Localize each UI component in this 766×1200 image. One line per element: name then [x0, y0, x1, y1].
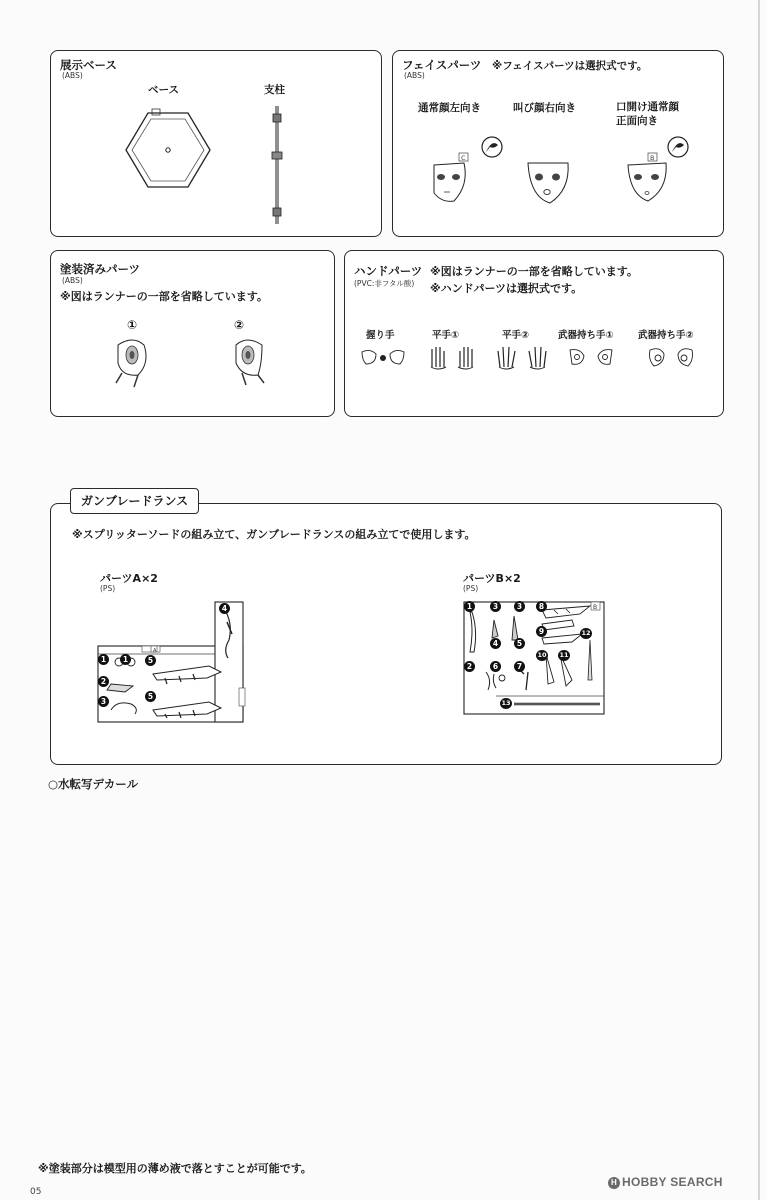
- face-shout-label: 叫び顔右向き: [513, 102, 576, 114]
- decal-label: ○水転写デカール: [48, 777, 139, 791]
- hand-flat-2-label: 平手②: [502, 330, 530, 341]
- part-b-number-badge: 10: [537, 651, 547, 659]
- pillar-illustration: [265, 100, 289, 230]
- painted-parts-note: ※図はランナーの一部を省略しています。: [60, 290, 268, 303]
- part-b-number-badge: 12: [581, 629, 591, 637]
- hand-flat-1-label: 平手①: [432, 330, 460, 341]
- face-left-label: 通常顔左向き: [418, 102, 481, 114]
- painted-part-1-illustration: [108, 335, 158, 390]
- footer-note: ※塗装部分は模型用の薄め液で落とすことが可能です。: [38, 1162, 312, 1175]
- part-a-number-badge: 5: [145, 691, 156, 702]
- part-b-number-badge: 7: [514, 661, 525, 672]
- part-a-material: (PS): [100, 584, 116, 593]
- display-base-material: (ABS): [62, 71, 83, 80]
- face-open-label-line2: 正面向き: [616, 115, 658, 127]
- part-b-label: パーツB×2: [463, 572, 521, 585]
- part-a-number-badge: 4: [219, 603, 230, 614]
- hand-parts-material: (PVC:非フタル酸): [354, 279, 415, 288]
- runner-a-illustration: [95, 600, 255, 725]
- gun-blade-lance-note: ※スプリッターソードの組み立て、ガンブレードランスの組み立てで使用します。: [72, 528, 476, 541]
- part-a-label: パーツA×2: [100, 572, 158, 585]
- watermark-text: HOBBY SEARCH: [622, 1175, 723, 1189]
- face-open-label: [616, 100, 679, 128]
- face-open-label-line1: 口開け通常顔: [616, 101, 679, 113]
- part-a-number-badge: 1: [98, 654, 109, 665]
- runner-a-letter: A: [153, 648, 157, 654]
- painted-part-1-number: ①: [127, 318, 138, 332]
- painted-parts-title: 塗装済みパーツ: [60, 262, 141, 276]
- hand-parts-title: ハンドパーツ: [354, 264, 423, 278]
- part-a-number-badge: 5: [145, 655, 156, 666]
- hand-grip-label: 握り手: [366, 330, 395, 341]
- page-edge: [758, 0, 760, 1200]
- hand-weapon-2-illustration: [646, 346, 696, 370]
- face-left-illustration: [424, 135, 514, 210]
- part-b-number-badge: 9: [536, 626, 547, 637]
- painted-parts-material: (ABS): [62, 276, 83, 285]
- painted-part-2-illustration: [222, 335, 272, 390]
- face-parts-title: フェイスパーツ: [402, 58, 482, 72]
- face-parts-note: ※フェイスパーツは選択式です。: [492, 60, 648, 72]
- part-b-number-badge: 5: [514, 638, 525, 649]
- painted-part-2-number: ②: [234, 318, 245, 332]
- face-left-runner-tag: C: [461, 154, 466, 162]
- hand-weapon-1-illustration: [566, 346, 616, 370]
- part-b-number-badge: 8: [536, 601, 547, 612]
- face-open-illustration: [622, 135, 712, 210]
- hexagon-base-illustration: [118, 105, 218, 195]
- face-open-runner-tag: B: [650, 154, 655, 162]
- gun-blade-lance-title: ガンブレードランス: [70, 488, 199, 514]
- hand-parts-note-1: ※図はランナーの一部を省略しています。: [430, 265, 638, 278]
- page-number: 05: [30, 1187, 42, 1197]
- face-parts-material: (ABS): [404, 71, 425, 80]
- part-b-number-badge: 2: [464, 661, 475, 672]
- part-a-number-badge: 1: [120, 654, 131, 665]
- watermark-icon: H: [608, 1177, 620, 1189]
- part-a-number-badge: 3: [98, 696, 109, 707]
- part-b-number-badge: 13: [501, 699, 511, 707]
- runner-b-letter: B: [593, 604, 598, 611]
- hand-flat-1-illustration: [428, 343, 476, 371]
- hand-flat-2-illustration: [496, 343, 548, 371]
- part-b-number-badge: 1: [464, 601, 475, 612]
- part-b-number-badge: 3: [514, 601, 525, 612]
- face-shout-illustration: [522, 135, 592, 210]
- hand-parts-note-2: ※ハンドパーツは選択式です。: [430, 282, 583, 295]
- part-a-number-badge: 2: [98, 676, 109, 687]
- hand-weapon-1-label: 武器持ち手①: [558, 330, 614, 341]
- base-label: ベース: [148, 84, 179, 96]
- part-b-material: (PS): [463, 584, 479, 593]
- display-base-title: 展示ベース: [60, 58, 117, 72]
- pillar-label: 支柱: [264, 84, 285, 96]
- part-b-number-badge: 11: [559, 651, 569, 659]
- hand-weapon-2-label: 武器持ち手②: [638, 330, 694, 341]
- part-b-number-badge: 4: [490, 638, 501, 649]
- hand-grip-illustration: [358, 346, 408, 370]
- watermark-logo: [608, 1175, 723, 1189]
- part-b-number-badge: 6: [490, 661, 501, 672]
- part-b-number-badge: 3: [490, 601, 501, 612]
